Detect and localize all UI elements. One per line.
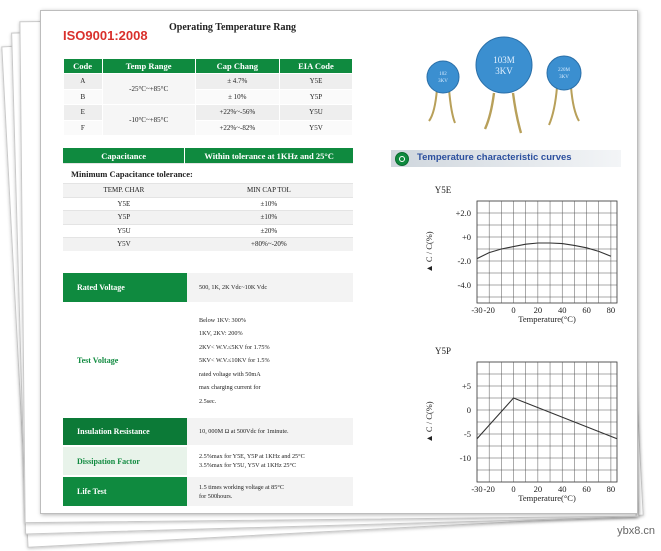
spec-label-dissipation: Dissipation Factor — [63, 446, 187, 476]
table-row — [64, 105, 353, 121]
x-tick-label: -20 — [483, 484, 495, 494]
iso-badge: ISO9001:2008 — [63, 28, 148, 43]
cell-eia: Y5E — [279, 74, 352, 90]
spec-label-rated-voltage: Rated Voltage — [63, 273, 187, 303]
x-tick-label: 60 — [582, 305, 591, 315]
cell-code: F — [64, 120, 103, 136]
cell-char: Y5E — [63, 197, 185, 211]
cell-cap: +22%~-82% — [195, 120, 279, 136]
cell-temp-range: -25°C~+85°C — [102, 74, 195, 105]
cell-char: Y5V — [63, 238, 185, 251]
spec-label-test-voltage: Test Voltage — [63, 303, 187, 417]
chart-y5p — [377, 346, 627, 512]
cap-head-left: Capacitance — [63, 148, 185, 164]
chart-title: Y5E — [434, 185, 452, 195]
x-tick-label: 60 — [582, 484, 591, 494]
cap-label: 3KV — [438, 79, 448, 84]
spec-row — [63, 273, 353, 303]
capacitor-large-center — [476, 37, 532, 133]
chart-title: Y5P — [434, 346, 452, 356]
cell-code: A — [64, 74, 103, 90]
y-axis-label: ▲ C / C(%) — [424, 231, 434, 273]
y-tick-label: +2.0 — [455, 208, 471, 218]
y-tick-label: +5 — [461, 381, 471, 391]
cell-char: Y5U — [63, 224, 185, 238]
cell-eia: Y5P — [279, 89, 352, 105]
y-tick-label: -10 — [459, 453, 471, 463]
spec-row — [63, 417, 353, 446]
y-tick-label: -4.0 — [457, 280, 471, 290]
page-title: Operating Temperature Rang — [169, 22, 297, 33]
test-voltage-line: 5KV< W.V.≤10KV for 1.5% — [199, 357, 270, 365]
life-test-line: for 500hours. — [199, 492, 233, 500]
specification-table — [63, 273, 353, 508]
cell-eia: Y5V — [279, 120, 352, 136]
x-tick-label: 0 — [511, 305, 516, 315]
cell-code: B — [64, 89, 103, 105]
col-eia-code: EIA Code — [279, 59, 352, 74]
x-axis-label: Temperature(°C) — [518, 493, 576, 503]
y-tick-label: -5 — [463, 429, 471, 439]
x-tick-label: 20 — [533, 305, 543, 315]
table-row — [63, 197, 353, 211]
spec-row — [63, 476, 353, 507]
dissipation-line: 2.5%max for Y5E, Y5P at 1KHz and 25°C — [199, 453, 305, 460]
table-row — [64, 74, 353, 90]
y-tick-label: +0 — [461, 232, 471, 242]
col-cap-change: Cap Chang — [195, 59, 279, 74]
dissipation-line: 3.5%max for Y5U, Y5V at 1KHz 25°C — [199, 462, 297, 469]
cap-label: 103M — [493, 55, 515, 65]
spec-row — [63, 303, 353, 417]
life-test-line: 1.5 times working voltage at 85°C — [199, 483, 284, 491]
x-tick-label: 0 — [511, 484, 516, 494]
test-voltage-line: 2KV< W.V.≤5KV for 1.75% — [199, 343, 270, 351]
col-temp-char: TEMP. CHAR — [63, 184, 185, 198]
capacitor-small-left — [427, 61, 459, 123]
x-tick-label: 80 — [606, 305, 616, 315]
temperature-range-table — [63, 59, 353, 136]
datasheet-page — [40, 10, 638, 514]
capacitor-small-right — [547, 56, 581, 125]
cap-label: 3KV — [559, 75, 569, 80]
col-code: Code — [64, 59, 103, 74]
y-axis-label: ▲ C / C(%) — [424, 401, 434, 443]
section-header — [391, 150, 621, 167]
spec-value-insulation: 10, 000M Ω at 500Vdc for 1minute. — [187, 417, 353, 446]
cell-tol: ±10% — [185, 211, 353, 225]
cell-cap: ± 4.7% — [195, 74, 279, 90]
cell-tol: ±20% — [185, 224, 353, 238]
y-tick-label: -2.0 — [457, 256, 471, 266]
col-temp-range: Temp Range — [102, 59, 195, 74]
spec-label-life-test: Life Test — [63, 476, 187, 507]
x-tick-label: 40 — [557, 305, 567, 315]
test-voltage-line: Below 1KV: 300% — [199, 316, 246, 324]
table-row — [63, 211, 353, 225]
cell-tol: +80%~-20% — [185, 238, 353, 251]
plot-area — [477, 201, 617, 303]
test-voltage-line: 2.5sec. — [199, 397, 217, 405]
x-tick-label: 20 — [533, 484, 543, 494]
cap-label: 3KV — [495, 66, 513, 76]
table-row — [63, 238, 353, 251]
cap-label: 220M — [558, 68, 570, 73]
test-voltage-line: max charging current for — [199, 384, 261, 392]
x-tick-label: -30 — [471, 484, 483, 494]
table-row — [63, 224, 353, 238]
x-tick-label: -20 — [483, 305, 495, 315]
spec-row — [63, 446, 353, 476]
x-tick-label: 40 — [557, 484, 567, 494]
spec-label-insulation: Insulation Resistance — [63, 417, 187, 446]
cell-eia: Y5U — [279, 105, 352, 121]
cap-head-right: Within tolerance at 1KHz and 25°C — [185, 148, 353, 164]
x-tick-label: -30 — [471, 305, 483, 315]
spec-value-test-voltage — [187, 303, 353, 417]
test-voltage-line: 1KV, 2KV: 200% — [199, 330, 243, 338]
spec-value-life-test — [187, 476, 353, 507]
test-voltage-line: rated voltage with 50mA — [199, 370, 261, 378]
target-icon — [395, 152, 409, 166]
x-axis-label: Temperature(°C) — [518, 314, 576, 324]
capacitor-photo — [399, 21, 611, 139]
cell-cap: +22%~-56% — [195, 105, 279, 121]
capacitance-table — [63, 148, 353, 251]
spec-value-dissipation — [187, 446, 353, 476]
x-tick-label: 80 — [606, 484, 616, 494]
chart-y5e — [377, 171, 627, 346]
spec-value-rated-voltage: 500, 1K, 2K Vdc~10K Vdc — [187, 273, 353, 303]
cap-subtitle: Minimum Capacitance tolerance: — [63, 164, 353, 184]
cell-tol: ±10% — [185, 197, 353, 211]
y-tick-label: 0 — [466, 405, 471, 415]
cell-cap: ± 10% — [195, 89, 279, 105]
cap-label: 102 — [439, 72, 447, 77]
cell-temp-range: -10°C~+85°C — [102, 105, 195, 136]
cell-code: E — [64, 105, 103, 121]
col-min-cap-tol: MIN CAP TOL — [185, 184, 353, 198]
section-title: Temperature characteristic curves — [417, 152, 572, 163]
watermark: ybx8.cn — [617, 525, 655, 537]
cell-char: Y5P — [63, 211, 185, 225]
